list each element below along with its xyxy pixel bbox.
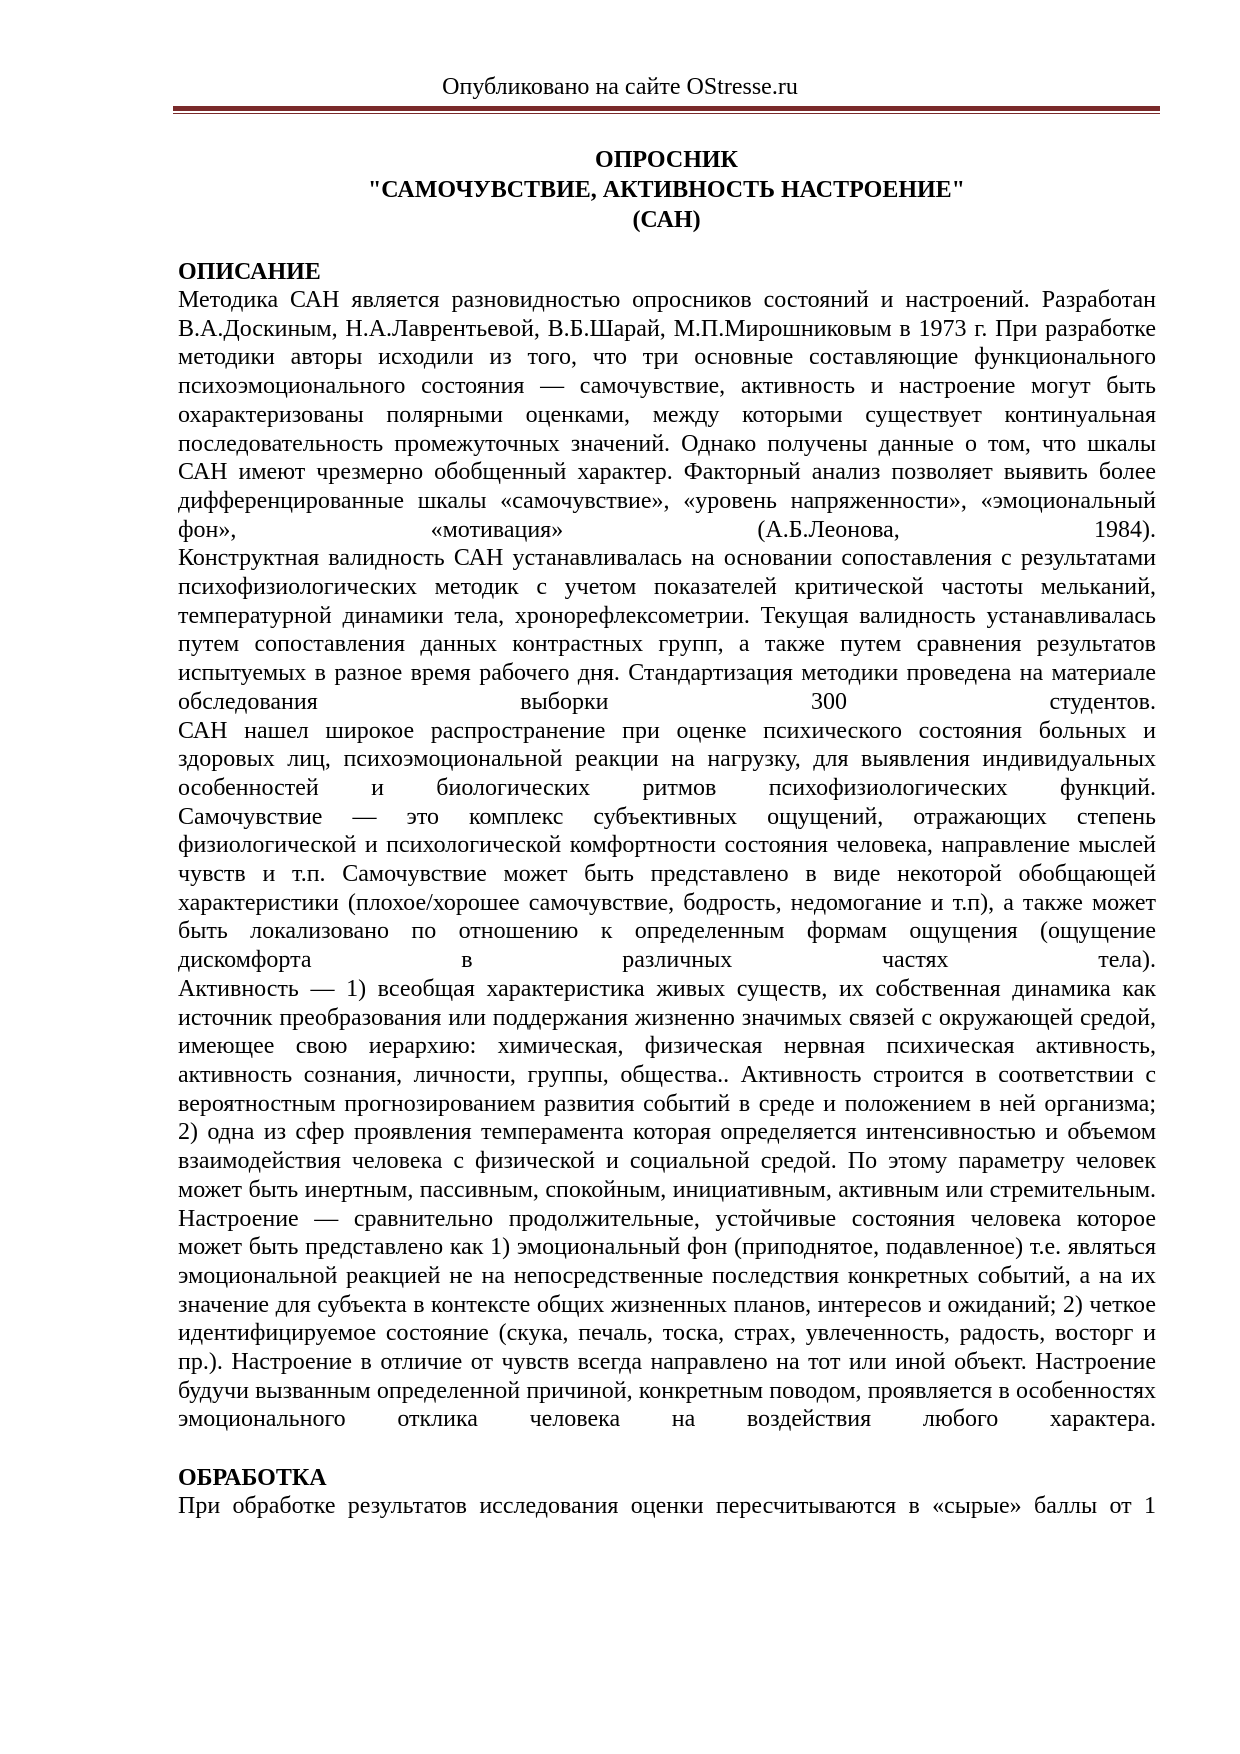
description-paragraph-3: САН нашел широкое распространение при оценке психического состояния больных и здоровых лиц, психоэмоциональной реакции на нагрузку, для выявления индивидуальных особенностей и биологических ритмов психофизиологических функций. — [178, 717, 1156, 801]
page-header-text: Опубликовано на сайте OStresse.ru — [442, 74, 798, 100]
description-paragraph-5: Активность — 1) всеобщая характеристика живых существ, их собственная динамика как источник преобразования или поддержания жизненно значимых связей с окружающей средой, имеющее свою иерархию: химическая, физическая нервная психическая активность, активность сознания, личности, группы, общества.. Активность строится в соответствии с вероятностным прогнозированием развития событий в среде и положением в ней организма; 2) одна из сфер проявления темперамента которая определяется интенсивностью и объемом взаимодействия человека с физической и социальной средой. По этому параметру человек может быть инертным, пассивным, спокойным, инициативным, активным или стремительным. — [178, 975, 1156, 1203]
description-paragraph-6: Настроение — сравнительно продолжительные, устойчивые состояния человека которое может быть представлено как 1) эмоциональный фон (приподнятое, подавленное) т.е. являться эмоциональной реакцией не на непосредственные последствия конкретных событий, а на их значение для субъекта в контексте общих жизненных планов, интересов и ожиданий; 2) четкое идентифицируемое состояние (скука, печаль, тоска, страх, увлеченность, радость, восторг и пр.). Настроение в отличие от чувств всегда направлено на тот или иной объект. Настроение будучи вызванным определенной причиной, конкретным поводом, проявляется в особенностях эмоционального отклика человека на воздействия любого характера. — [178, 1205, 1156, 1433]
processing-paragraph-1: При обработке результатов исследования оценки пересчитываются в «сырые» баллы от 1 — [178, 1493, 1156, 1520]
section-spacer — [178, 1434, 1156, 1464]
header-rule-thick — [173, 106, 1160, 111]
document-title — [173, 145, 1160, 235]
description-paragraph-2: Конструктная валидность САН устанавливалась на основании сопоставления с результатами психофизиологических методик с учетом показателей критической частоты мельканий, температурной динамики тела, хронорефлексометрии. Текущая валидность устанавливалась путем сопоставления данных контрастных групп, а также путем сравнения результатов испытуемых в разное время рабочего дня. Стандартизация методики проведена на материале обследования выборки 300 студентов. — [178, 545, 1156, 715]
title-line-1: ОПРОСНИК — [595, 147, 738, 173]
document-body — [178, 258, 1156, 1521]
section-heading-processing: ОБРАБОТКА — [178, 1465, 327, 1492]
description-paragraph-4: Самочувствие — это комплекс субъективных ощущений, отражающих степень физиологической и психологической комфортности состояния человека, направление мыслей чувств и т.п. Самочувствие может быть представлено в виде некоторой обобщающей характеристики (плохое/хорошее самочувствие, бодрость, недомогание и т.п), а также может быть локализовано по отношению к определенным формам ощущения (ощущение дискомфорта в различных частях тела). — [178, 803, 1156, 974]
section-heading-description: ОПИСАНИЕ — [178, 259, 321, 285]
title-line-2: "САМОЧУВСТВИЕ, АКТИВНОСТЬ НАСТРОЕНИЕ" — [367, 177, 966, 203]
title-line-3: (САН) — [632, 207, 701, 233]
description-paragraph-1: Методика САН является разновидностью опросников состояний и настроений. Разработан В.А.Доскиным, Н.А.Лаврентьевой, В.Б.Шарай, М.П.Мирошниковым в 1973 г. При разработке методики авторы исходили из того, что три основные составляющие функционального психоэмоционального состояния — самочувствие, активность и настроение могут быть охарактеризованы полярными оценками, между которыми существует континуальная последовательность промежуточных значений. Однако получены данные о том, что шкалы САН имеют чрезмерно обобщенный характер. Факторный анализ позволяет выявить более дифференцированные шкалы «самочувствие», «уровень напряженности», «эмоциональный фон», «мотивация» (А.Б.Леонова, 1984). — [178, 287, 1156, 543]
header-rule-thin — [173, 113, 1160, 114]
